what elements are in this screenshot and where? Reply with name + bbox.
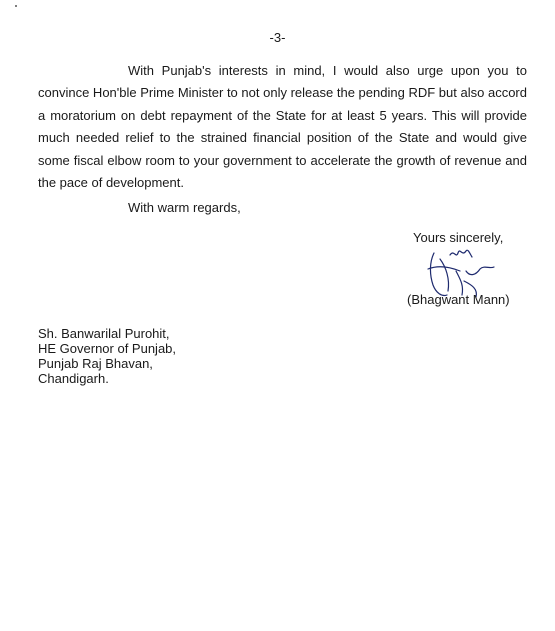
closing-line: With warm regards, xyxy=(128,200,241,215)
recipient-line: Punjab Raj Bhavan, xyxy=(38,356,153,371)
signer-name: (Bhagwant Mann) xyxy=(407,292,510,307)
recipient-line: Sh. Banwarilal Purohit, xyxy=(38,326,170,341)
page-number: -3- xyxy=(269,30,286,45)
recipient-line: Chandigarh. xyxy=(38,371,109,386)
recipient-address xyxy=(38,326,176,386)
scan-speck xyxy=(15,5,17,7)
body-paragraph: With Punjab's interests in mind, I would also urge upon you to convince Hon'ble Prime Minister to not only release the pending RDF but also accord a moratorium on debt repayment of the State for at least 5 years. This will provide much needed relief to the strained financial position of the State and would give some fiscal elbow room to your government to accelerate the growth of revenue and the pace of development. xyxy=(38,63,527,191)
recipient-line: HE Governor of Punjab, xyxy=(38,341,177,356)
valediction: Yours sincerely, xyxy=(413,230,504,245)
